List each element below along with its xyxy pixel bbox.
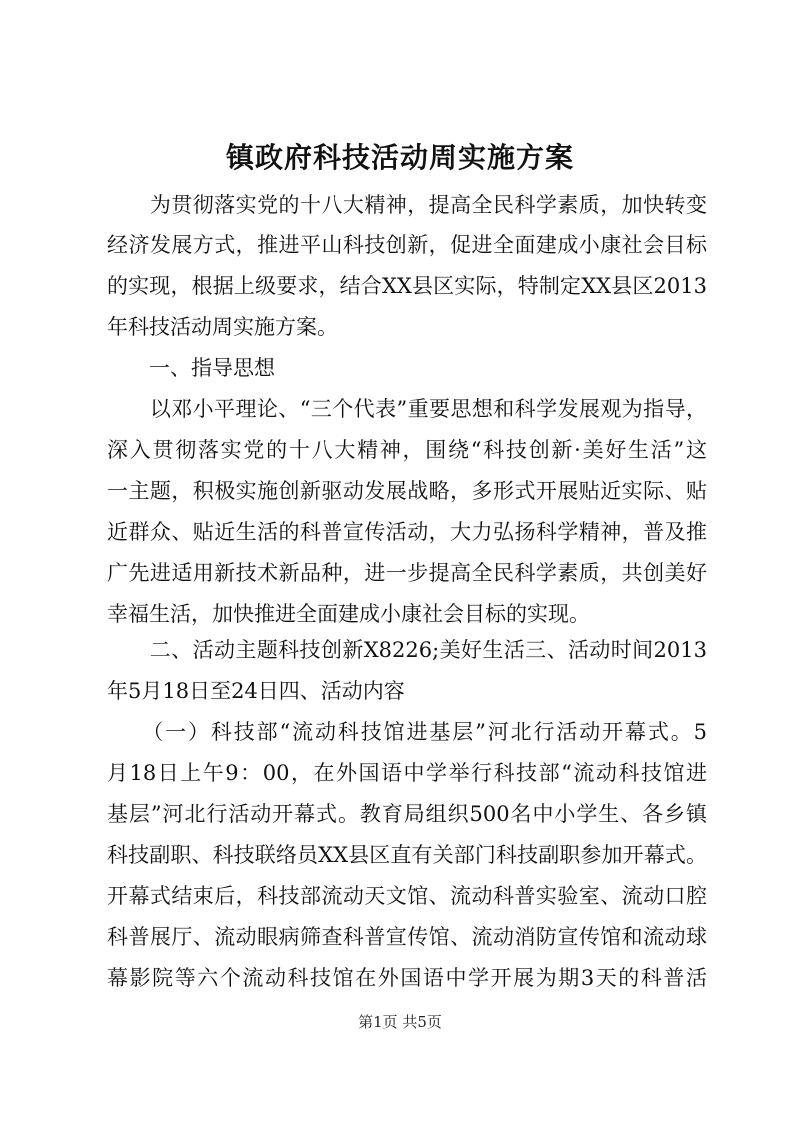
body-line: 的实现，根据上级要求，结合XX县区实际，特制定XX县区2013 xyxy=(107,274,707,298)
body-line: 科普展厅、流动眼病筛查科普宣传馆、流动消防宣传馆和流动球 xyxy=(107,925,707,949)
page-number-footer: 第1页 共5页 xyxy=(358,1013,442,1031)
body-line: 二、活动主题科技创新X8226;美好生活三、活动时间2013 xyxy=(107,638,707,662)
body-line: 广先进适用新技术新品种，进一步提高全民科学素质，共创美好 xyxy=(107,561,707,585)
body-line: 年科技活动周实施方案。 xyxy=(107,315,338,339)
body-line: 年5月18日至24日四、活动内容 xyxy=(107,679,405,703)
body-line: 深入贯彻落实党的十八大精神，围绕“科技创新·美好生活”这 xyxy=(107,438,707,462)
body-line: 经济发展方式，推进平山科技创新，促进全面建成小康社会目标 xyxy=(107,233,707,257)
body-line: 近群众、贴近生活的科普宣传活动，大力弘扬科学精神，普及推 xyxy=(107,520,707,544)
section-heading: 一、指导思想 xyxy=(107,356,275,380)
body-line: 幸福生活，加快推进全面建成小康社会目标的实现。 xyxy=(107,602,590,626)
body-line: 基层”河北行活动开幕式。教育局组织500名中小学生、各乡镇 xyxy=(107,802,707,826)
document-title: 镇政府科技活动周实施方案 xyxy=(225,141,574,174)
body-line: （一）科技部“流动科技馆进基层”河北行活动开幕式。5 xyxy=(107,720,707,744)
body-line: 开幕式结束后，科技部流动天文馆、流动科普实验室、流动口腔 xyxy=(107,884,707,908)
body-line: 为贯彻落实党的十八大精神，提高全民科学素质，加快转变 xyxy=(107,193,707,217)
body-line: 幕影院等六个流动科技馆在外国语中学开展为期3天的科普活 xyxy=(107,966,707,990)
body-line: 一主题，积极实施创新驱动发展战略，多形式开展贴近实际、贴 xyxy=(107,479,707,503)
body-line: 以邓小平理论、“三个代表”重要思想和科学发展观为指导， xyxy=(107,397,707,421)
body-line: 月18日上午9：00，在外国语中学举行科技部“流动科技馆进 xyxy=(107,761,707,785)
body-line: 科技副职、科技联络员XX县区直有关部门科技副职参加开幕式。 xyxy=(107,843,707,867)
